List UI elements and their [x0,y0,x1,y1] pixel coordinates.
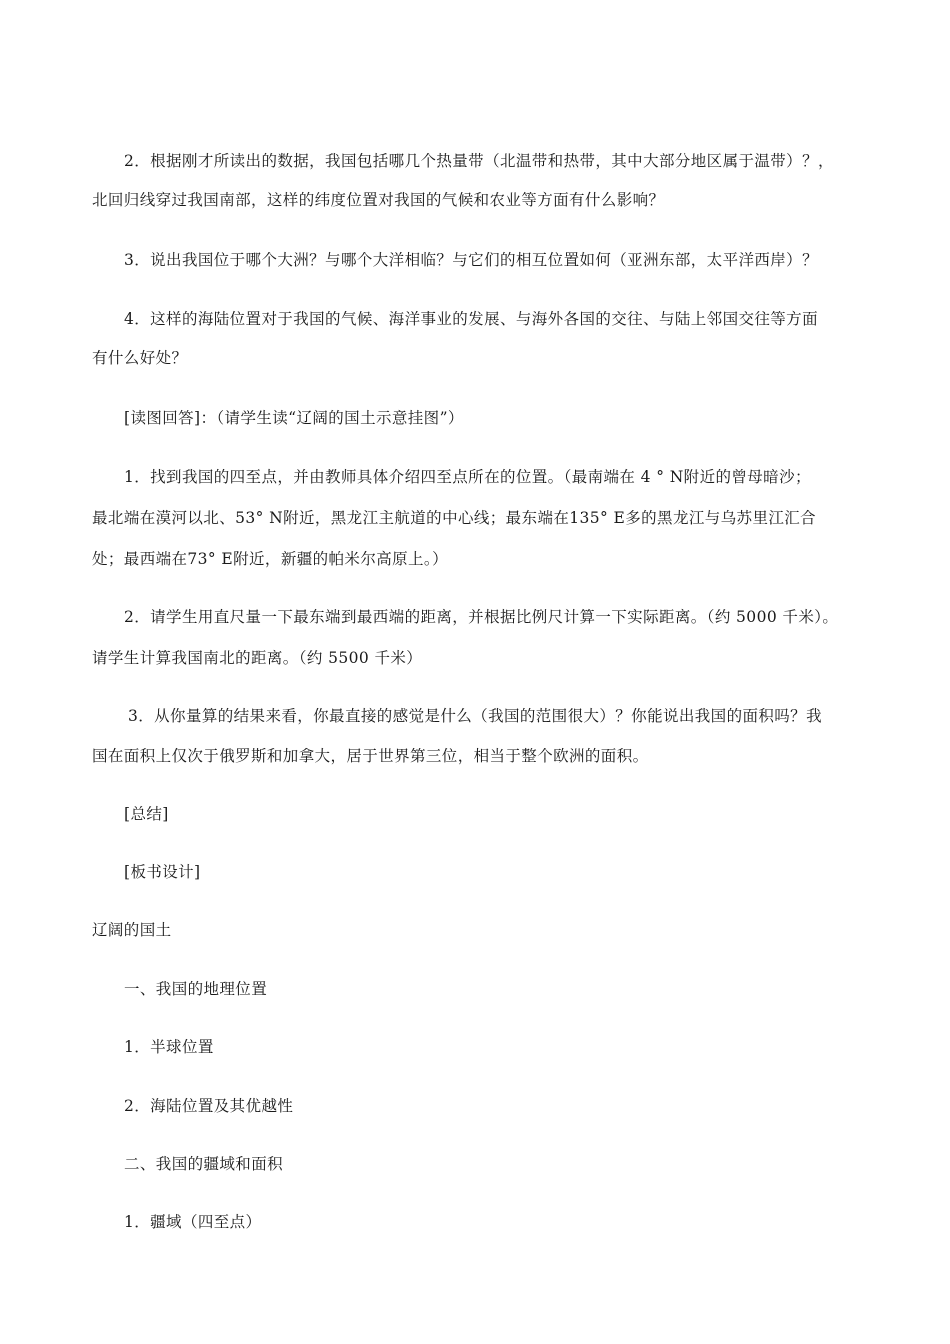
paragraph-line: 2．请学生用直尺量一下最东端到最西端的距离，并根据比例尺计算一下实际距离。（约 5000 千米）。 [124,608,839,626]
outline-item: 1．疆域（四至点） [124,1213,262,1231]
outline-item: 2．海陆位置及其优越性 [124,1097,294,1115]
section-heading: [读图回答]：（请学生读“辽阔的国土示意挂图”） [124,409,464,427]
paragraph-line: 1．找到我国的四至点，并由教师具体介绍四至点所在的位置。（最南端在 4 ° N附近的曾母暗沙； [124,468,811,486]
outline-item: 二、我国的疆域和面积 [124,1155,284,1173]
paragraph-line: 请学生计算我国南北的距离。（约 5500 千米） [92,649,423,667]
paragraph-line: 2．根据刚才所读出的数据，我国包括哪几个热量带（北温带和热带，其中大部分地区属于温带）？， [124,152,834,170]
paragraph-line: 处；最西端在73° E附近，新疆的帕米尔高原上。） [92,550,448,568]
outline-item: 1．半球位置 [124,1038,214,1056]
section-heading: [板书设计] [124,863,201,881]
outline-item: 一、我国的地理位置 [124,980,268,998]
paragraph-line: 北回归线穿过我国南部，这样的纬度位置对我国的气候和农业等方面有什么影响？ [92,191,665,209]
section-heading: [总结] [124,805,169,823]
outline-title: 辽阔的国土 [92,921,172,939]
paragraph-line: 3．从你量算的结果来看，你最直接的感觉是什么（我国的范围很大）？你能说出我国的面积吗？我 [128,707,822,725]
paragraph-line: 4．这样的海陆位置对于我国的气候、海洋事业的发展、与海外各国的交往、与陆上邻国交往等方面 [124,310,818,328]
paragraph-line: 有什么好处？ [92,349,188,367]
paragraph-line: 国在面积上仅次于俄罗斯和加拿大，居于世界第三位，相当于整个欧洲的面积。 [92,747,649,765]
paragraph-line: 3．说出我国位于哪个大洲？与哪个大洋相临？与它们的相互位置如何（亚洲东部，太平洋西岸）？ [124,251,818,269]
paragraph-line: 最北端在漠河以北、53° N附近，黑龙江主航道的中心线；最东端在135° E多的黑龙江与乌苏里江汇合 [92,509,817,527]
